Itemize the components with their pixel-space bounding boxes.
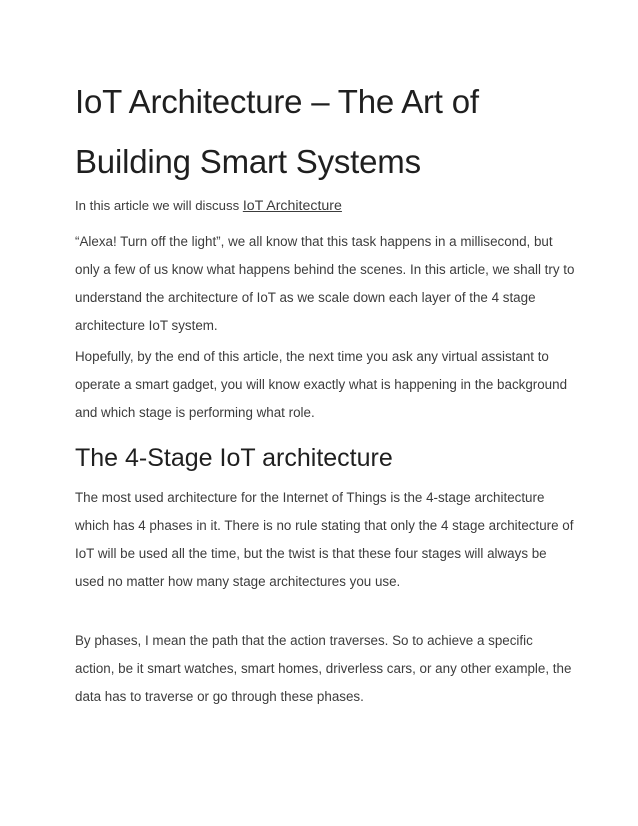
intro-line	[75, 195, 575, 217]
paragraph-1: “Alexa! Turn off the light”, we all know that this task happens in a millisecond, but only a few of us know what happens behind the scenes. In this article, we shall try to understand the architecture of IoT as we scale down each layer of the 4 stage architecture IoT system.	[75, 234, 575, 333]
paragraph-2: Hopefully, by the end of this article, the next time you ask any virtual assistant to operate a smart gadget, you will know exactly what is happening in the background and which stage is performing what role.	[75, 349, 568, 420]
article-title: IoT Architecture – The Art of Building Smart Systems	[75, 83, 479, 180]
iot-architecture-link[interactable]: IoT Architecture	[242, 198, 342, 214]
intro-text: In this article we will discuss	[75, 198, 243, 213]
paragraph-3: The most used architecture for the Internet of Things is the 4-stage architecture which has 4 phases in it. There is no rule stating that only the 4 stage architecture of IoT will be used all the time, but the twist is that these four stages will always be used no matter how many stage architectures you use.	[75, 490, 574, 589]
paragraph-4: By phases, I mean the path that the action traverses. So to achieve a specific action, be it smart watches, smart homes, driverless cars, or any other example, the data has to traverse or go through these phases.	[75, 633, 572, 704]
section-heading: The 4-Stage IoT architecture	[75, 444, 393, 472]
